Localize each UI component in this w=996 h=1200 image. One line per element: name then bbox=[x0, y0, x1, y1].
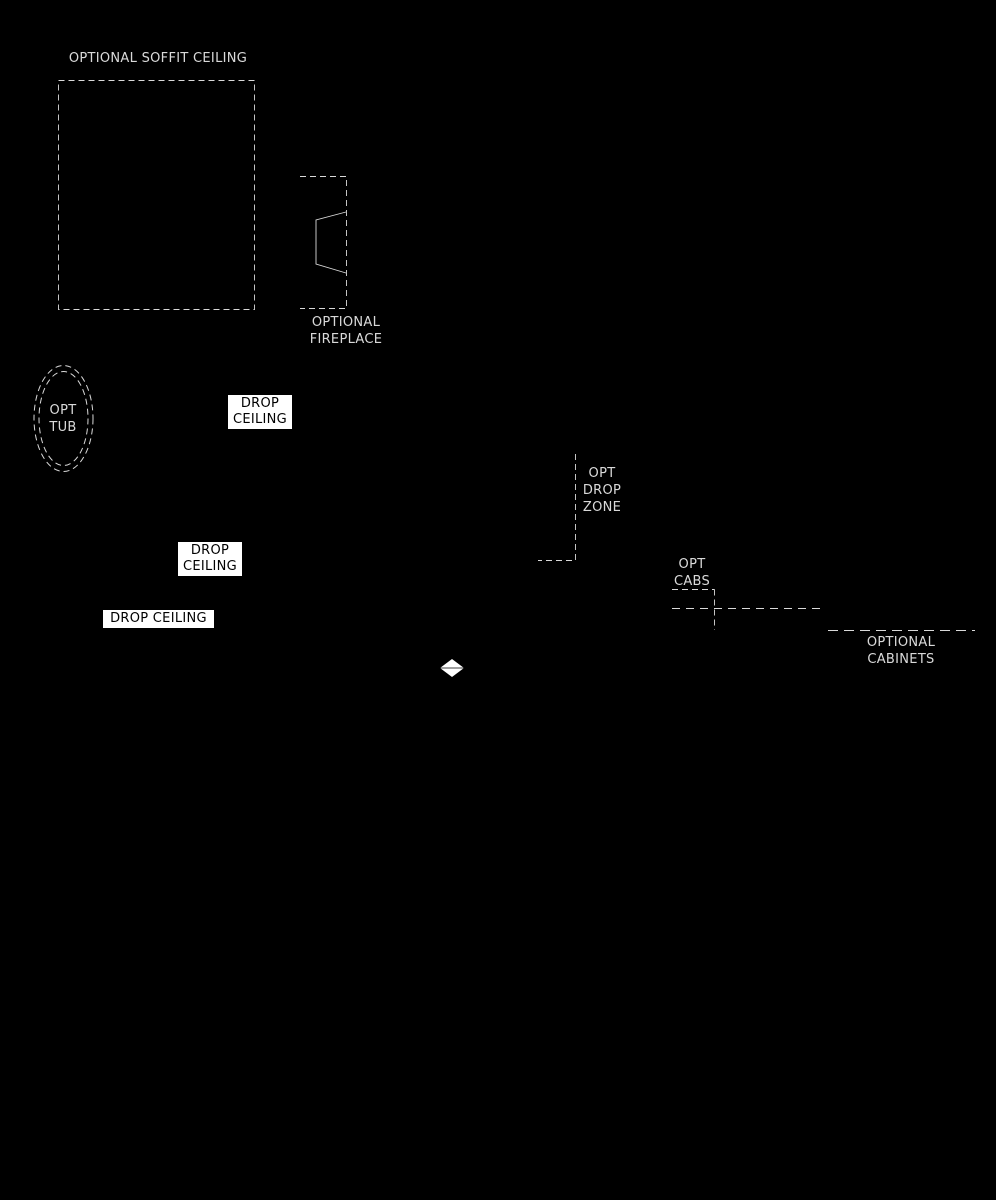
tub-label-line2: TUB bbox=[49, 420, 77, 435]
drop-ceiling-tag-line1: DROP bbox=[190, 542, 230, 558]
drop-zone-outline bbox=[538, 454, 576, 561]
soffit-ceiling-text: OPTIONAL SOFFIT CEILING bbox=[68, 51, 248, 66]
fireplace-label bbox=[296, 314, 396, 348]
drop-ceiling-tag bbox=[228, 395, 292, 429]
drop-ceiling-tag bbox=[103, 610, 214, 628]
fireplace-outline bbox=[300, 177, 347, 309]
diamond-marker-icon bbox=[440, 659, 464, 677]
fireplace-label-line1: OPTIONAL bbox=[311, 315, 381, 330]
drop-ceiling-tag-line1: DROP CEILING bbox=[110, 610, 207, 626]
tub-label-line1: OPT bbox=[49, 403, 77, 418]
drop-ceiling-tag-line2: CEILING bbox=[182, 559, 238, 574]
drop-zone-label-line3: ZONE bbox=[582, 500, 622, 515]
cabinets-label bbox=[851, 634, 951, 668]
tub-label bbox=[38, 402, 88, 436]
cabs-label-line1: OPT bbox=[678, 557, 706, 572]
fireplace-label-line2: FIREPLACE bbox=[309, 332, 383, 347]
cabinets-label-line1: OPTIONAL bbox=[866, 635, 936, 650]
drop-zone-label-line2: DROP bbox=[582, 483, 622, 498]
fireplace-firebox bbox=[316, 212, 346, 273]
soffit-ceiling-outline bbox=[59, 81, 255, 310]
drop-ceiling-tag bbox=[178, 542, 242, 576]
cabs-label-line2: CABS bbox=[673, 574, 711, 589]
drop-ceiling-tag-line1: DROP bbox=[240, 395, 280, 411]
drop-zone-label bbox=[572, 465, 632, 516]
drop-zone-label-line1: OPT bbox=[588, 466, 616, 481]
cabs-label bbox=[667, 556, 717, 590]
cabinets-label-line2: CABINETS bbox=[867, 652, 935, 667]
drop-ceiling-tag-line2: CEILING bbox=[232, 412, 288, 427]
soffit-ceiling-label bbox=[58, 50, 258, 67]
